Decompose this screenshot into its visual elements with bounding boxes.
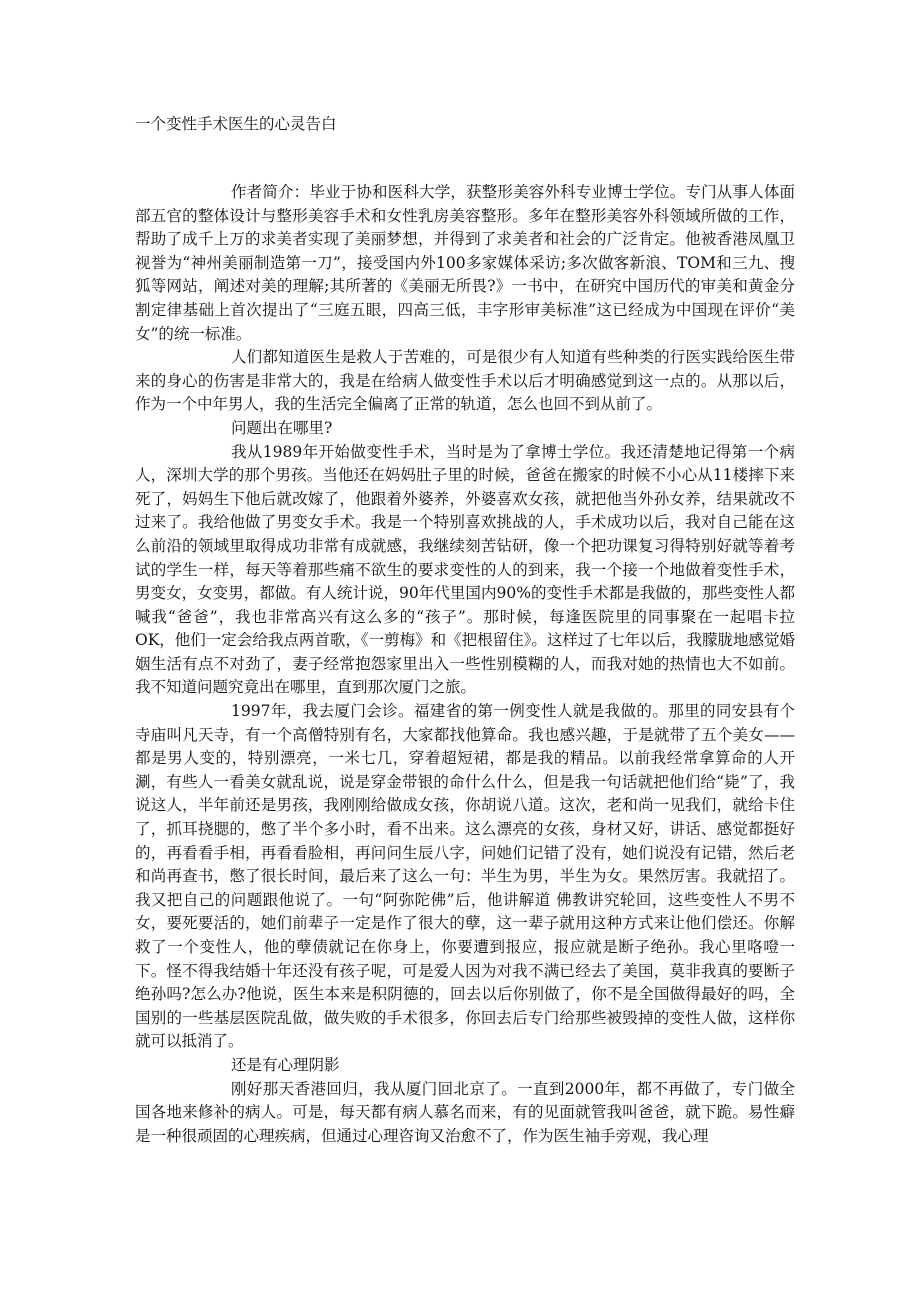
document-body bbox=[135, 181, 795, 1148]
intro-paragraph: 人们都知道医生是救人于苦难的，可是很少有人知道有些种类的行医实践给医生带来的身心的伤害是非常大的，我是在给病人做变性手术以后才明确感觉到这一点的。从那以后，作为一个中年男人，我的生活完全偏离了正常的轨道，怎么也回不到从前了。 bbox=[135, 348, 795, 414]
author-intro-paragraph: 作者简介：毕业于协和医科大学，获整形美容外科专业博士学位。专门从事人体面部五官的整体设计与整形美容手术和女性乳房美容整形。多年在整形美容外科领域所做的工作，帮助了成千上万的求美者实现了美丽梦想，并得到了求美者和社会的广泛肯定。他被香港凤凰卫视誉为“神州美丽制造第一刀”，接受国内外100多家媒体采访;多次做客新浪、TOM和三九、搜狐等网站，阐述对美的理解;其所著的《美丽无所畏?》一书中，在研究中国历代的审美和黄金分割定律基础上首次提出了“三庭五眼，四高三低，丰字形审美标准”这已经成为中国现在评价“美女”的统一标准。 bbox=[135, 183, 795, 343]
section-heading-shadow: 还是有心理阴影 bbox=[231, 1055, 340, 1074]
body-paragraph-1989: 我从1989年开始做变性手术，当时是为了拿博士学位。我还清楚地记得第一个病人，深圳大学的那个男孩。当他还在妈妈肚子里的时候，爸爸在搬家的时候不小心从11楼摔下来死了，妈妈生下他后就改嫁了，他跟着外婆养，外婆喜欢女孩，就把他当外孙女养，结果就改不过来了。我给他做了男变女手术。我是一个特别喜欢挑战的人，手术成功以后，我对自己能在这么前沿的领域里取得成功非常有成就感，我继续刻苦钻研，像一个把功课复习得特别好就等着考试的学生一样，每天等着那些痛不欲生的要求变性的人的到来，我一个接一个地做着变性手术，男变女，女变男，都做。有人统计说，90年代里国内90%的变性手术都是我做的，那些变性人都喊我“爸爸”，我也非常高兴有这么多的“孩子”。那时候，每逢医院里的同事聚在一起唱卡拉OK，他们一定会给我点两首歌，《一剪梅》和《把根留住》。这样过了七年以后，我朦胧地感觉婚姻生活有点不对劲了，妻子经常抱怨家里出入一些性别模糊的人，而我对她的热情也大不如前。我不知道问题究竟出在哪里，直到那次厦门之旅。 bbox=[135, 442, 795, 697]
body-paragraph-2000: 刚好那天香港回归，我从厦门回北京了。一直到2000年，都不再做了，专门做全国各地来修补的病人。可是，每天都有病人慕名而来，有的见面就管我叫爸爸，就下跪。易性癖是一种很顽固的心理疾病，但通过心理咨询又治愈不了，作为医生袖手旁观，我心理 bbox=[135, 1079, 795, 1145]
document-title: 一个变性手术医生的心灵告白 bbox=[135, 115, 337, 133]
section-heading-problem: 问题出在哪里? bbox=[231, 418, 333, 437]
body-paragraph-1997: 1997年，我去厦门会诊。福建省的第一例变性人就是我做的。那里的同安县有个寺庙叫凡天寺，有一个高僧特别有名，大家都找他算命。我也感兴趣，于是就带了五个美女——都是男人变的，特别漂亮，一米七几，穿着超短裙，都是我的精品。以前我经常拿算命的人开涮，有些人一看美女就乱说，说是穿金带银的命什么什么，但是我一句话就把他们给“毙”了，我说这人，半年前还是男孩，我刚刚给做成女孩，你胡说八道。这次，老和尚一见我们，就给卡住了，抓耳挠腮的，憋了半个多小时，看不出来。这么漂亮的女孩，身材又好，讲话、感觉都挺好的，再看看手相，再看看脸相，再问问生辰八字，问她们记错了没有，她们说没有记错，然后老和尚再查书，憋了很长时间，最后来了这么一句：半生为男，半生为女。果然厉害。我就招了。我又把自己的问题跟他说了。一句“阿弥陀佛”后，他讲解道 佛教讲究轮回，这些变性人不男不女，要死要活的，她们前辈子一定是作了很大的孽，这一辈子就用这种方式来让他们偿还。你解救了一个变性人，他的孽债就记在你身上，你要遭到报应，报应就是断子绝孙。我心里咯噔一下。怪不得我结婚十年还没有孩子呢，可是爱人因为对我不满已经去了美国，莫非我真的要断子绝孙吗?怎么办?他说，医生本来是积阴德的，回去以后你别做了，你不是全国做得最好的吗，全国别的一些基层医院乱做，做失败的手术很多，你回去后专门给那些被毁掉的变性人做，这样你就可以抵消了。 bbox=[135, 702, 795, 1051]
